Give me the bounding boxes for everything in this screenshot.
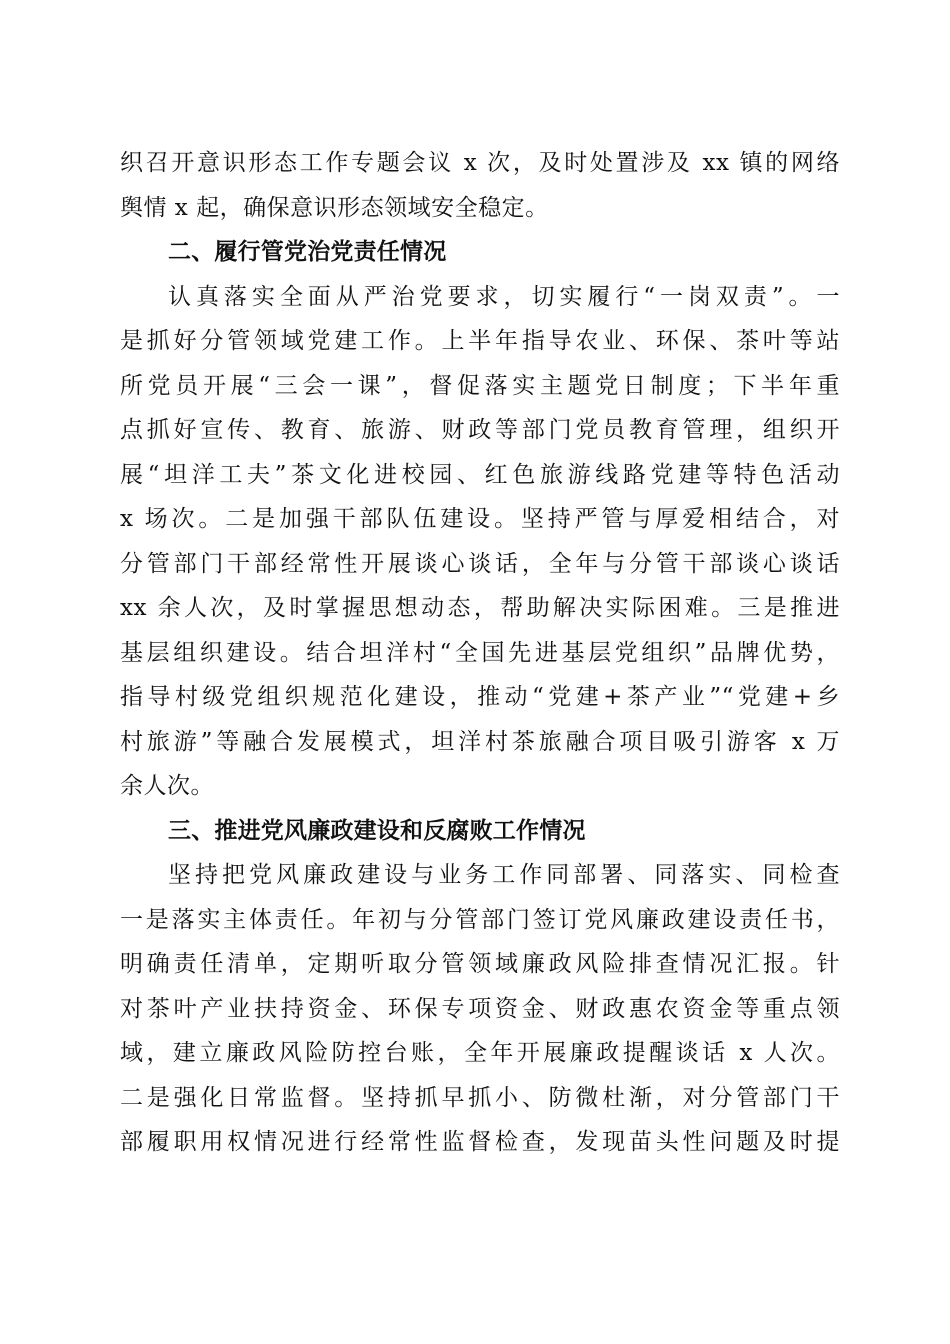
paragraph-line: 是抓好分管领域党建工作。上半年指导农业、环保、茶叶等站	[120, 328, 840, 354]
paragraph-line: 织召开意识形态工作专题会议 x 次，及时处置涉及 xx 镇的网络	[120, 150, 840, 176]
paragraph-line: 村旅游”等融合发展模式，坦洋村茶旅融合项目吸引游客 x 万	[120, 729, 840, 755]
paragraph-line: 余人次。	[120, 773, 214, 799]
paragraph-line: 二是强化日常监督。坚持抓早抓小、防微杜渐，对分管部门干	[120, 1085, 840, 1111]
section-heading: 二、履行管党治党责任情况	[168, 239, 447, 265]
paragraph-line: 对茶叶产业扶持资金、环保专项资金、财政惠农资金等重点领	[120, 996, 840, 1022]
paragraph-line: 所党员开展“三会一课”，督促落实主题党日制度；下半年重	[120, 373, 840, 399]
paragraph-line: 明确责任清单，定期听取分管领域廉政风险排查情况汇报。针	[120, 951, 840, 977]
paragraph-line: 分管部门干部经常性开展谈心谈话，全年与分管干部谈心谈话	[120, 551, 840, 577]
paragraph-line: 点抓好宣传、教育、旅游、财政等部门党员教育管理，组织开	[120, 417, 840, 443]
paragraph-line: 部履职用权情况进行经常性监督检查，发现苗头性问题及时提	[120, 1129, 840, 1155]
paragraph-line: 展“坦洋工夫”茶文化进校园、红色旅游线路党建等特色活动	[120, 462, 840, 488]
paragraph-line: 坚持把党风廉政建设与业务工作同部署、同落实、同检查	[168, 862, 840, 888]
paragraph-line: 域，建立廉政风险防控台账，全年开展廉政提醒谈话 x 人次。	[120, 1040, 840, 1066]
paragraph-line: 认真落实全面从严治党要求，切实履行“一岗双责”。一	[168, 284, 840, 310]
paragraph-line: 舆情 x 起，确保意识形态领域安全稳定。	[120, 195, 549, 221]
paragraph-line: 指导村级党组织规范化建设，推动“党建+茶产业”“党建+乡	[120, 684, 840, 710]
paragraph-line: 基层组织建设。结合坦洋村“全国先进基层党组织”品牌优势，	[120, 640, 840, 666]
paragraph-line: xx 余人次，及时掌握思想动态，帮助解决实际困难。三是推进	[120, 595, 840, 621]
section-heading: 三、推进党风廉政建设和反腐败工作情况	[168, 818, 586, 844]
paragraph-line: 一是落实主体责任。年初与分管部门签订党风廉政建设责任书，	[120, 907, 840, 933]
paragraph-line: x 场次。二是加强干部队伍建设。坚持严管与厚爱相结合，对	[120, 506, 840, 532]
